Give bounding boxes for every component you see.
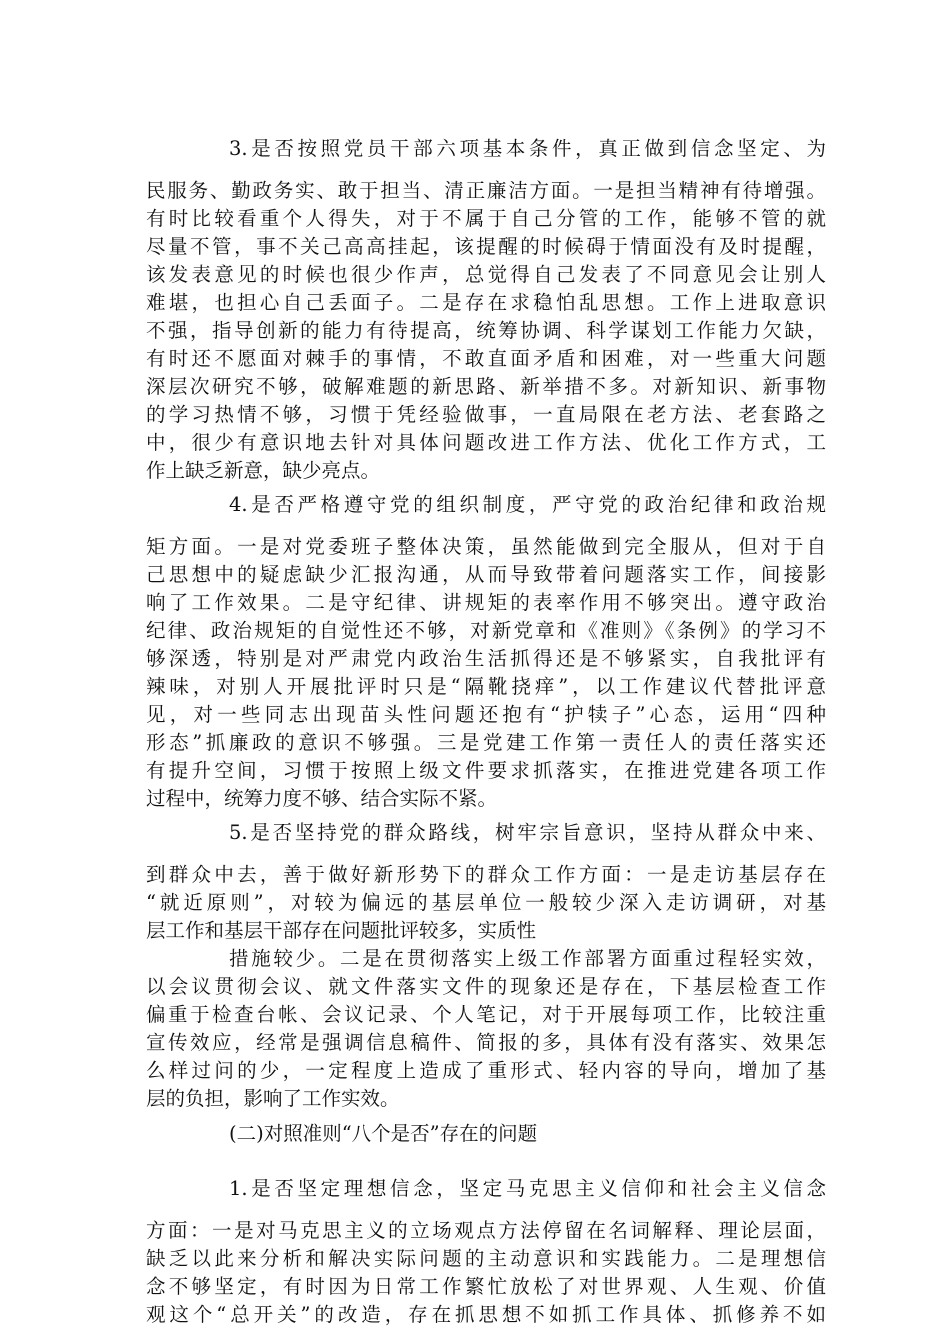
text-line: 以会议贯彻会议、就文件落实文件的现象还是存在，下基层检查工作 — [146, 975, 826, 998]
text-line: 民服务、勤政务实、敢于担当、清正廉洁方面。一是担当精神有待增强。 — [146, 179, 826, 202]
text-line: 过程中，统筹力度不够、结合实际不紧。 — [146, 787, 498, 810]
text-line: 不强，指导创新的能力有待提高，统筹协调、科学谋划工作能力欠缺， — [146, 319, 826, 342]
text-line: 5.是否坚持党的群众路线，树牢宗旨意识，坚持从群众中来、 — [229, 821, 826, 844]
text-line: 宣传效应，经常是强调信息稿件、简报的多，具体有没有落实、效果怎 — [146, 1031, 826, 1054]
text-line: 难堪，也担心自己丢面子。二是存在求稳怕乱思想。工作上进取意识 — [146, 291, 826, 314]
text-line: 么样过问的少，一定程度上造成了重形式、轻内容的导向，增加了基 — [146, 1059, 826, 1082]
text-line: 的学习热情不够，习惯于凭经验做事，一直局限在老方法、老套路之 — [146, 403, 826, 426]
text-line: 形态”抓廉政的意识不够强。三是党建工作第一责任人的责任落实还 — [146, 731, 826, 754]
text-line: 深层次研究不够，破解难题的新思路、新举措不多。对新知识、新事物 — [146, 375, 826, 398]
text-line: 3.是否按照党员干部六项基本条件，真正做到信念坚定、为 — [229, 137, 826, 160]
text-line: 有时还不愿面对棘手的事情，不敢直面矛盾和困难，对一些重大问题 — [146, 347, 826, 370]
text-line: 有时比较看重个人得失，对于不属于自己分管的工作，能够不管的就 — [146, 207, 826, 230]
text-line: 己思想中的疑虑缺少汇报沟通，从而导致带着问题落实工作，间接影 — [146, 563, 826, 586]
text-line: 中，很少有意识地去针对具体问题改进工作方法、优化工作方式，工 — [146, 431, 826, 454]
text-line: 方面：一是对马克思主义的立场观点方法停留在名词解释、理论层面， — [146, 1219, 826, 1242]
text-line: 念不够坚定，有时因为日常工作繁忙放松了对世界观、人生观、价值 — [146, 1275, 826, 1298]
text-line: (二)对照准则“八个是否”存在的问题 — [229, 1122, 538, 1145]
text-line: 层的负担，影响了工作实效。 — [146, 1087, 400, 1110]
text-line: 见，对一些同志出现苗头性问题还抱有“护犊子”心态，运用“四种 — [146, 703, 826, 726]
text-line: 4.是否严格遵守党的组织制度，严守党的政治纪律和政治规 — [229, 493, 826, 516]
text-line: 有提升空间，习惯于按照上级文件要求抓落实，在推进党建各项工作 — [146, 759, 826, 782]
text-line: 到群众中去，善于做好新形势下的群众工作方面：一是走访基层存在 — [146, 863, 826, 886]
text-line: 缺乏以此来分析和解决实际问题的主动意识和实践能力。二是理想信 — [146, 1247, 826, 1270]
text-line: 够深透，特别是对严肃党内政治生活抓得还是不够紧实，自我批评有 — [146, 647, 826, 670]
text-line: 该发表意见的时候也很少作声，总觉得自己发表了不同意见会让别人 — [146, 263, 826, 286]
text-line: 辣味，对别人开展批评时只是“隔靴挠痒”，以工作建议代替批评意 — [146, 675, 826, 698]
text-line: 偏重于检查台帐、会议记录、个人笔记，对于开展每项工作，比较注重 — [146, 1003, 826, 1026]
text-line: 1.是否坚定理想信念，坚定马克思主义信仰和社会主义信念 — [229, 1177, 826, 1200]
text-line: 措施较少。二是在贯彻落实上级工作部署方面重过程轻实效， — [229, 947, 826, 970]
text-line: 尽量不管，事不关己高高挂起，该提醒的时候碍于情面没有及时提醒， — [146, 235, 826, 258]
text-line: “就近原则”，对较为偏远的基层单位一般较少深入走访调研，对基 — [146, 891, 826, 914]
text-line: 层工作和基层干部存在问题批评较多，实质性 — [146, 919, 537, 942]
text-line: 响了工作效果。二是守纪律、讲规矩的表率作用不够突出。遵守政治 — [146, 591, 826, 614]
text-line: 作上缺乏新意，缺少亮点。 — [146, 459, 381, 482]
text-line: 纪律、政治规矩的自觉性还不够，对新党章和《准则》《条例》的学习不 — [146, 619, 826, 642]
text-line: 观这个“总开关”的改造，存在抓思想不如抓工作具体、抓修养不如 — [146, 1303, 826, 1326]
text-line: 矩方面。一是对党委班子整体决策，虽然能做到完全服从，但对于自 — [146, 535, 826, 558]
